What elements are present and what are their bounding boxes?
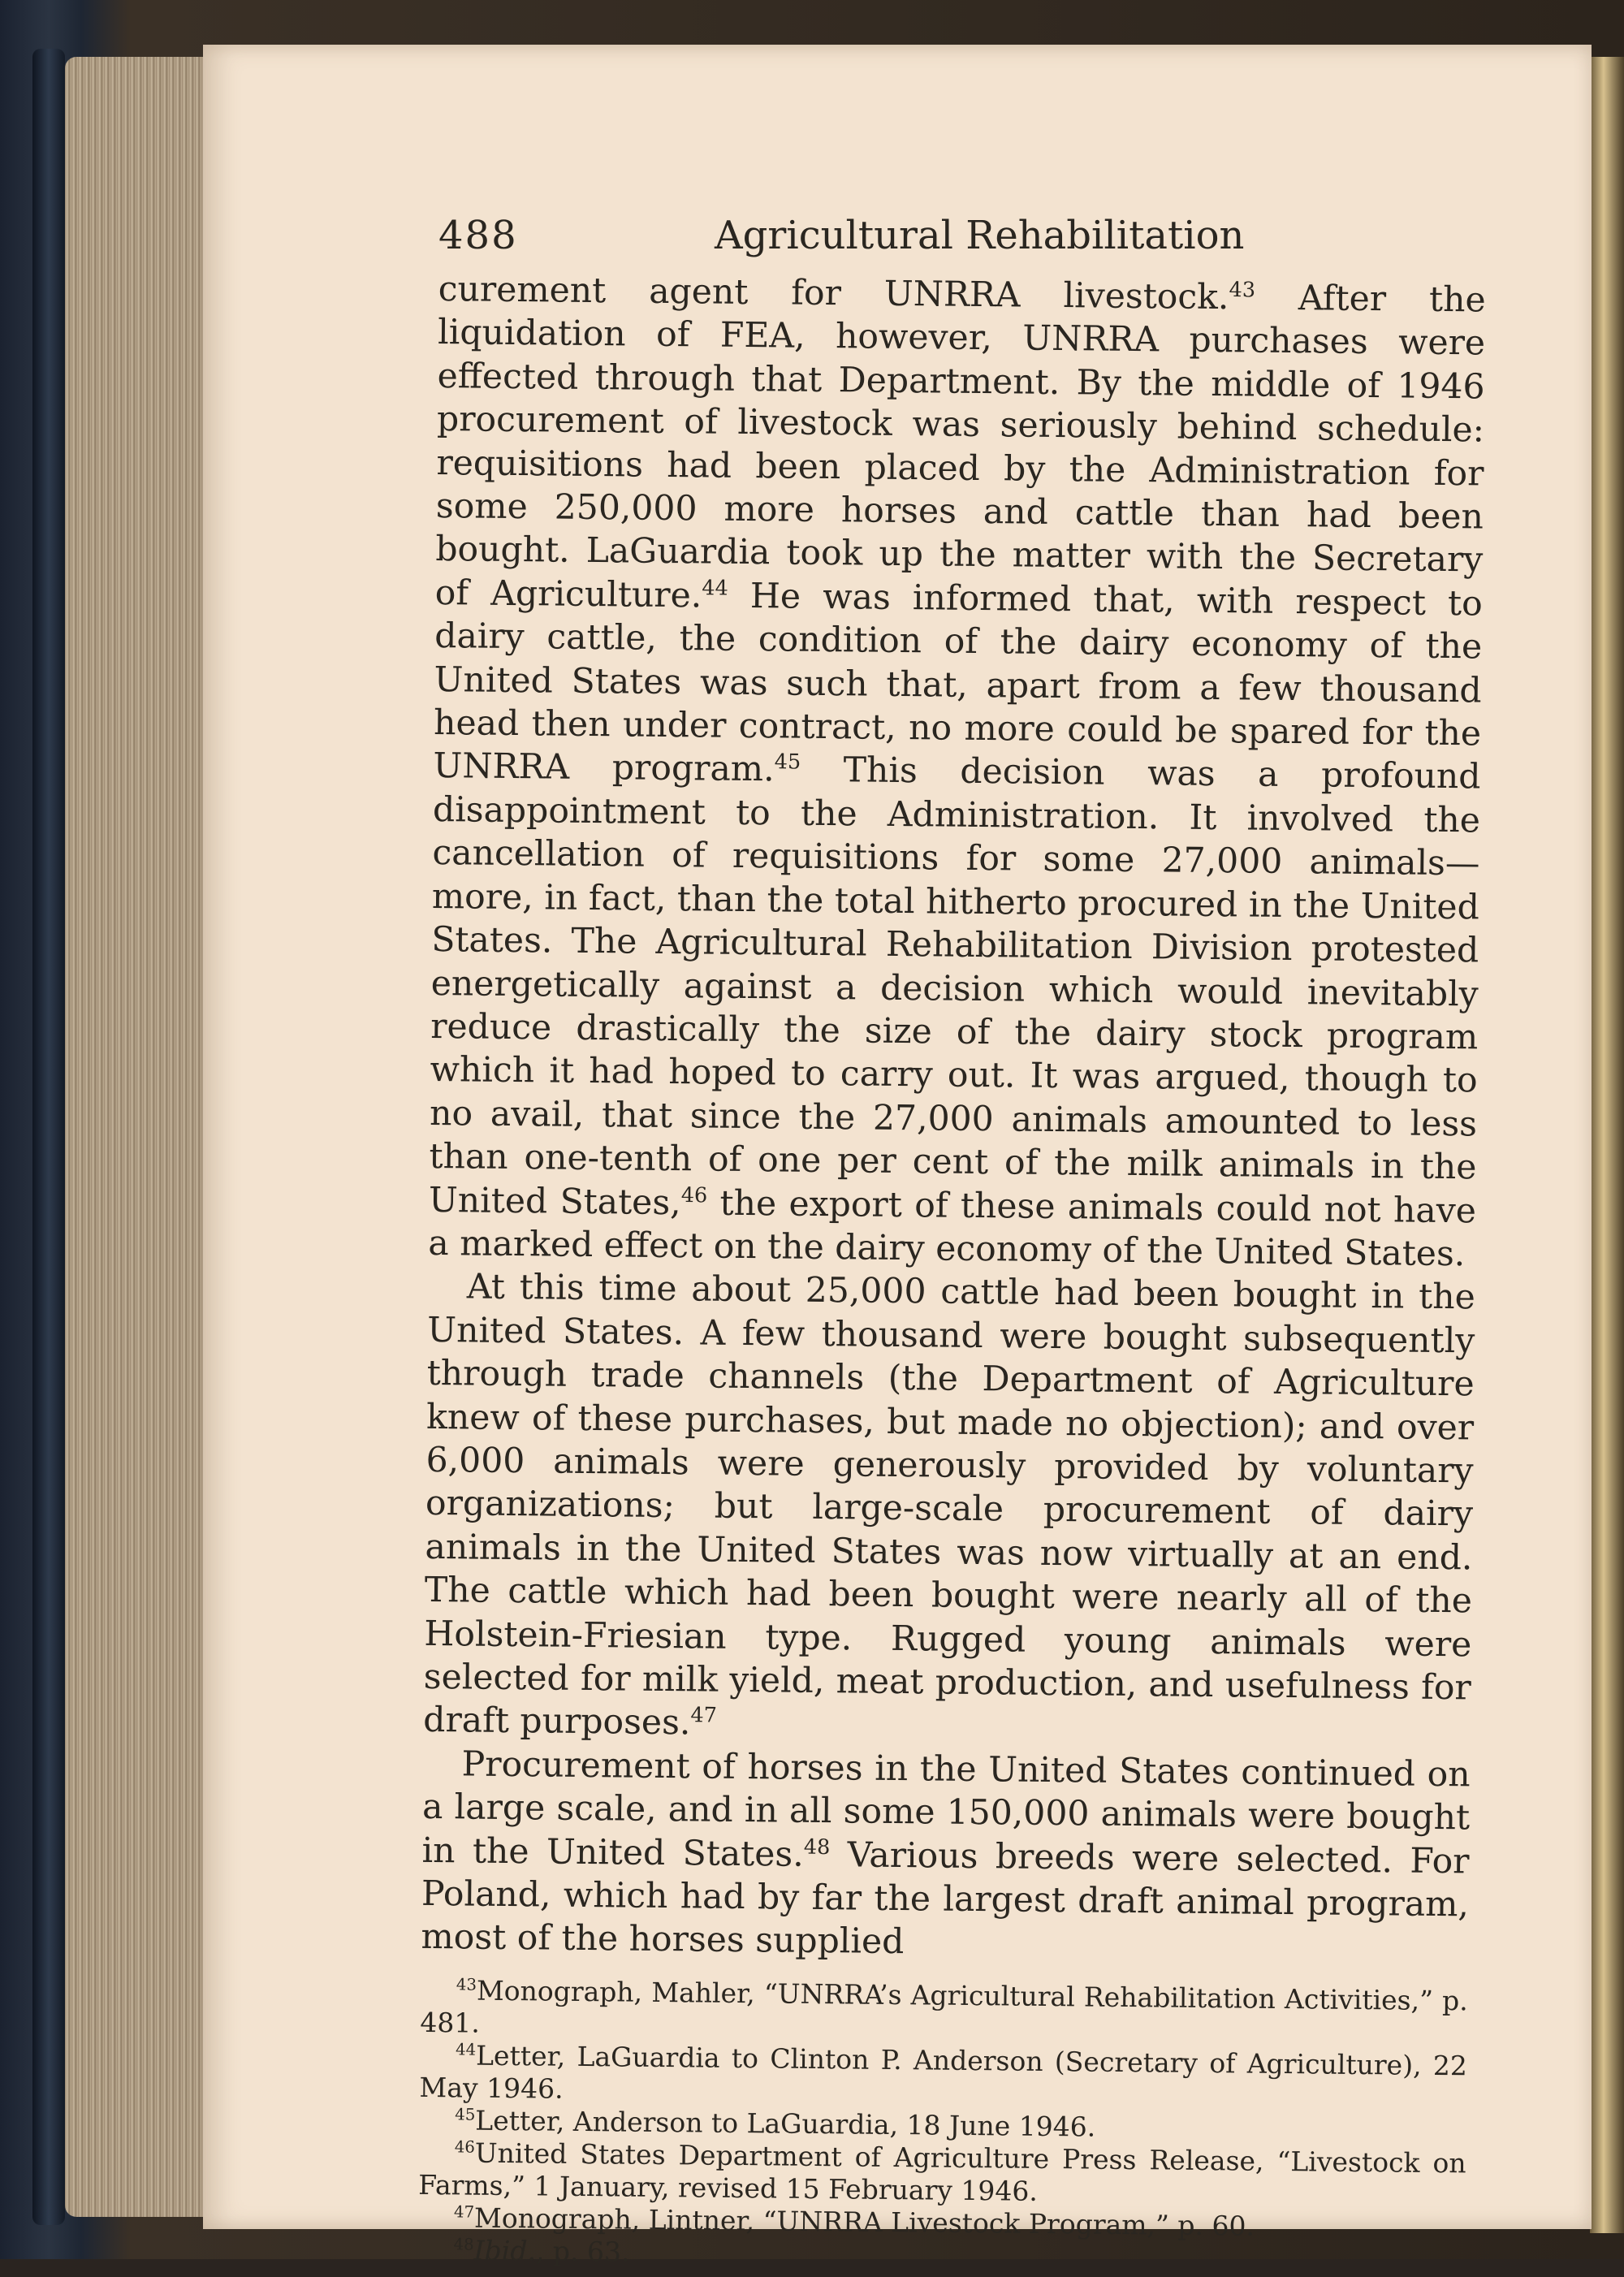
footnote-ref: 44: [702, 576, 728, 601]
footnote-number: 43: [456, 1975, 477, 1994]
footnote-ref: 47: [690, 1703, 718, 1728]
paragraph-3: [421, 1743, 1471, 1971]
text-run: At this time about 25,000 cattle had been bought in the United States. A few thousand were bought subsequently through trade channels (the Department of Agriculture knew of these purchases, but made no objection); and over 6,000 animals were generously provided by voluntary organizations; but large-scale procurement of dairy animals in the United States was now virtually at an end. The cattle which had been bought were nearly all of the Holstein-Friesian type. Rugged young animals were selected for milk yield, meat production, and usefulness for draft purposes.: [423, 1267, 1476, 1743]
footnote-text: Letter, Anderson to LaGuardia, 18 June 1946.: [475, 2104, 1096, 2143]
footnotes: [417, 1974, 1468, 2277]
footnote-text: Monograph, Mahler, “UNRRA’s Agricultural Rehabilitation Activities,” p. 481.: [420, 1974, 1468, 2039]
footnote-number: 48: [453, 2235, 474, 2254]
footnote-number: 44: [455, 2040, 477, 2059]
text-run: He was informed that, with respect to dairy cattle, the condition of the dairy economy of the United States was such that, apart from a few thousand head then under contract, no more could be spared for the UNRRA program.: [433, 576, 1484, 790]
footnote-text: Letter, LaGuardia to Clinton P. Anderson (Secretary of Agriculture), 22 May 1946.: [419, 2039, 1468, 2105]
text-run: Various breeds were selected. For Poland, which had by far the largest draft animal program, most of the horses supplied: [421, 1834, 1470, 1963]
footnote-43: [420, 1974, 1468, 2050]
footnote-ibid: Ibid.: [473, 2234, 537, 2267]
footnote-text: , p. 63.: [535, 2235, 630, 2268]
footnote-44: [419, 2039, 1467, 2115]
book-gutter: [1590, 57, 1624, 2233]
footnote-46: [418, 2137, 1466, 2213]
footnote-text: United States Department of Agriculture Press Release, “Livestock on Farms,” 1 January, revised 15 February 1946.: [418, 2137, 1466, 2207]
text-run: Procurement of horses in the United States continued on a large scale, and in all some 150,000 animals were bought in the United States.: [421, 1744, 1471, 1875]
page-number: 488: [438, 213, 518, 258]
paragraph-2: [423, 1265, 1475, 1753]
book-cover-edge: [32, 49, 65, 2225]
text-run: This decision was a profound disappointment to the Administration. It involved the cancellation of requisitions for some 27,000 animals—more, in fact, than the total hitherto procured in the United States. The Agricultural Rehabilitation Division protested energetically against a decision which would inevitably reduce drastically the size of the dairy stock program which it had hoped to carry out. It was argued, though to no avail, that since the 27,000 animals amounted to less than one-tenth of one per cent of the milk animals in the United States,: [428, 750, 1481, 1223]
body-text: [417, 268, 1486, 2277]
footnote-number: 47: [453, 2202, 475, 2222]
paragraph-1: [428, 268, 1486, 1277]
running-title: Agricultural Rehabilitation: [715, 213, 1245, 258]
text-run: curement agent for UNRRA livestock.: [438, 269, 1229, 318]
footnote-ref: 46: [680, 1182, 708, 1208]
text-run: the export of these animals could not have a marked effect on the dairy economy of the United States.: [428, 1183, 1477, 1275]
footnote-text: Monograph, Lintner, “UNRRA Livestock Program,” p. 60.: [473, 2201, 1255, 2242]
page-header: [438, 213, 1445, 270]
footnote-ref: 43: [1229, 278, 1256, 303]
footnote-number: 45: [455, 2105, 476, 2124]
text-run: After the liquidation of FEA, however, UNRRA purchases were effected through that Department. By the middle of 1946 procurement of livestock was seriously behind schedule: requisitions had been placed by the Administration for some 250,000 more horses and cattle than had been bought. LaGuardia took up the matter with the Secretary of Agriculture.: [434, 278, 1486, 616]
footnote-number: 46: [454, 2137, 476, 2157]
footnote-ref: 48: [803, 1834, 831, 1860]
footnote-ref: 45: [774, 750, 801, 776]
